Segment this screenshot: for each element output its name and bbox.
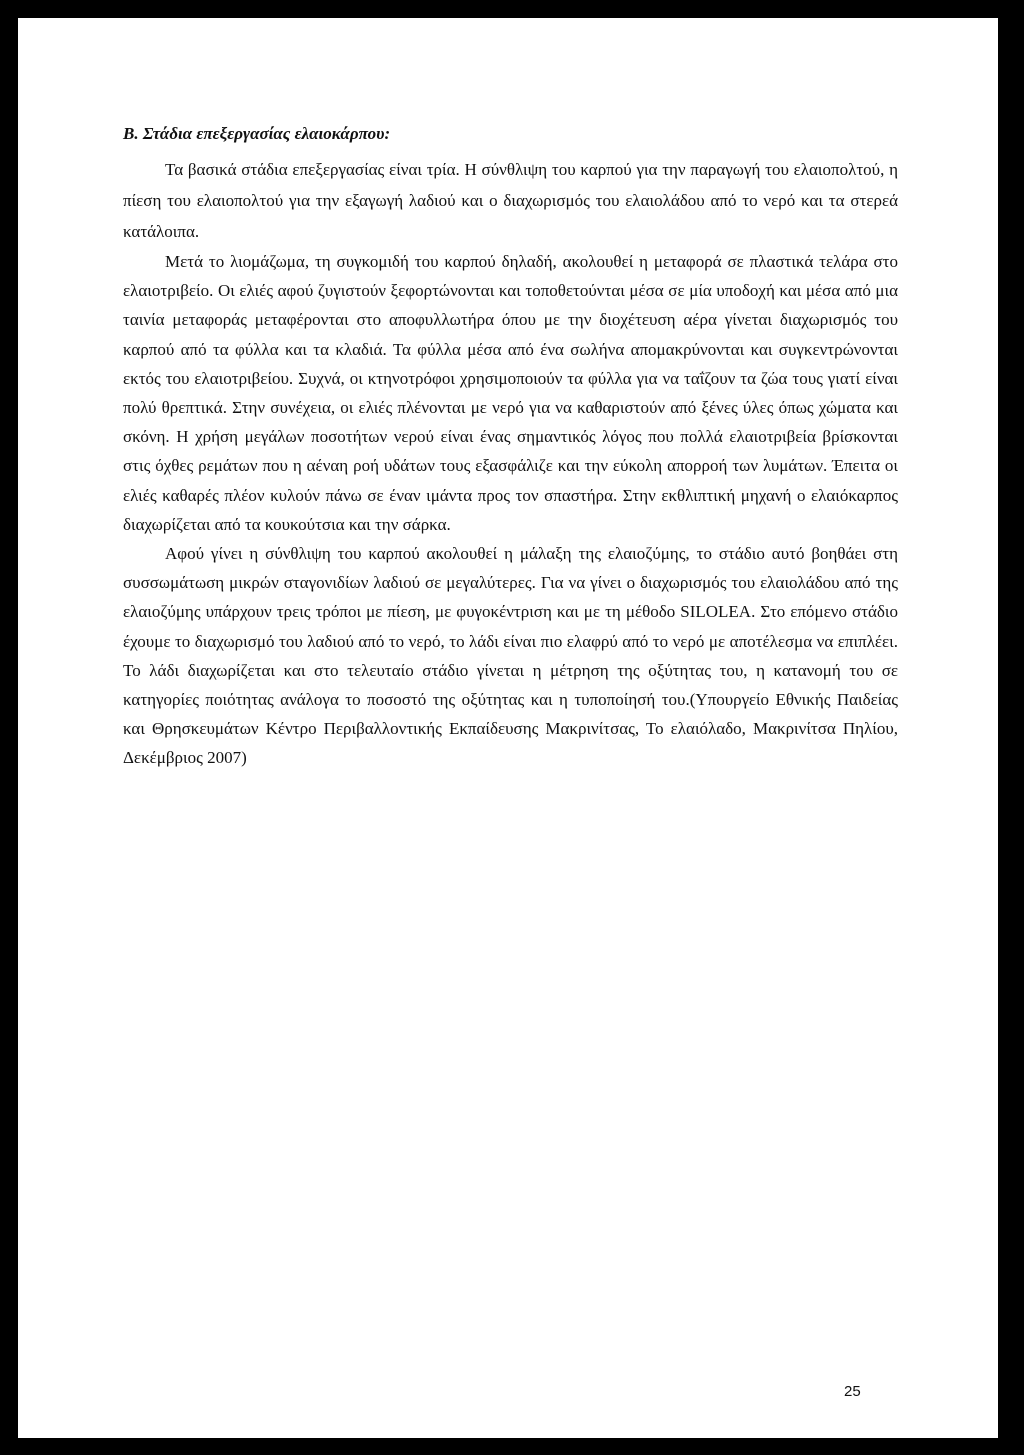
document-page <box>18 18 998 1438</box>
page-number: 25 <box>844 1383 861 1400</box>
paragraph-processing-stages: Τα βασικά στάδια επεξεργασίας είναι τρία. Η σύνθλιψη του καρπού για την παραγωγή του ελαιοπολτού, η πίεση του ελαιοπολτού για την εξαγωγή λαδιού και ο διαχωρισμός του ελαιολάδου από το νερό και τα στερεά κατάλοιπα. <box>123 160 898 241</box>
section-heading: Β. Στάδια επεξεργασίας ελαιοκάρπου: <box>123 124 391 143</box>
paragraph-malaxation-separation: Αφού γίνει η σύνθλιψη του καρπού ακολουθεί η μάλαξη της ελαιοζύμης, το στάδιο αυτό βοηθάει στη συσσωμάτωση μικρών σταγονιδίων λαδιού σε μεγαλύτερες. Για να γίνει ο διαχωρισμός του ελαιολάδου από της ελαιοζύμης υπάρχουν τρεις τρόποι με πίεση, με φυγοκέντριση και με τη μέθοδο SILOLEA. Στο επόμενο στάδιο έχουμε το διαχωρισμό του λαδιού από το νερό, το λάδι είναι πιο ελαφρύ από το νερό με αποτέλεσμα να επιπλέει. Το λάδι διαχωρίζεται και στο τελευταίο στάδιο γίνεται η μέτρηση της οξύτητας του, η κατανομή του σε κατηγορίες ποιότητας ανάλογα το ποσοστό της οξύτητας και η τυποποίησή του.(Υπουργείο Εθνικής Παιδείας και Θρησκευμάτων Κέντρο Περιβαλλοντικής Εκπαίδευσης Μακρινίτσας, Το ελαιόλαδο, Μακρινίτσα Πηλίου, Δεκέμβριος 2007) <box>123 544 898 768</box>
paragraph-harvest-transport: Μετά το λιομάζωμα, τη συγκομιδή του καρπού δηλαδή, ακολουθεί η μεταφορά σε πλαστικά τελάρα στο ελαιοτριβείο. Οι ελιές αφού ζυγιστούν ξεφορτώνονται και τοποθετούνται μέσα σε μία υποδοχή και μέσα από μια ταινία μεταφοράς μεταφέρονται στο αποφυλλωτήρα όπου με την διοχέτευση αέρα γίνεται διαχωρισμός του καρπού από τα φύλλα και τα κλαδιά. Τα φύλλα μέσα από ένα σωλήνα απομακρύνονται και συγκεντρώνονται εκτός του ελαιοτριβείου. Συχνά, οι κτηνοτρόφοι χρησιμοποιούν τα φύλλα για να ταΐζουν τα ζώα τους γιατί είναι πολύ θρεπτικά. Στην συνέχεια, οι ελιές πλένονται με νερό για να καθαριστούν από ξένες ύλες όπως χώματα και σκόνη. Η χρήση μεγάλων ποσοτήτων νερού είναι ένας σημαντικός λόγος που πολλά ελαιοτριβεία βρίσκονται στις όχθες ρεμάτων που η αέναη ροή υδάτων τους εξασφάλιζε και την εύκολη απορροή των λυμάτων. Έπειτα οι ελιές καθαρές πλέον κυλούν πάνω σε έναν ιμάντα προς τον σπαστήρα. Στην εκθλιπτική μηχανή ο ελαιόκαρπος διαχωρίζεται από τα κουκούτσια και την σάρκα. <box>123 252 898 534</box>
page-content <box>123 122 898 773</box>
